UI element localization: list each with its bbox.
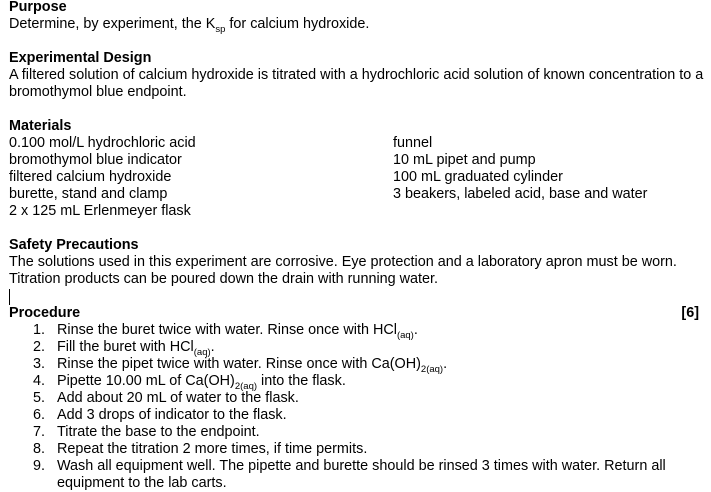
material-item: bromothymol blue indicator [9,152,182,168]
step-text: Wash all equipment well. The pipette and burette should be rinsed 3 times with water. Return all equipment to the lab carts. [57,458,666,491]
text-cursor [9,289,10,305]
material-item: filtered calcium hydroxide [9,169,172,185]
step-text [57,339,697,356]
purpose-text-before: Determine, by experiment, the K [9,16,216,32]
step-number: 1. [32,322,45,338]
step-number: 7. [32,424,45,440]
step-text-after: into the flask. [257,373,346,389]
material-item: 100 mL graduated cylinder [393,169,563,185]
document-page[interactable] [9,0,711,492]
step-text-after: . [413,322,418,338]
procedure-step [9,458,711,492]
materials-heading: Materials [9,118,72,134]
procedure-step [9,407,711,424]
procedure-step [9,322,711,339]
procedure-step [9,339,711,356]
blank-line [9,33,711,50]
design-text-line-2: bromothymol blue endpoint. [9,84,187,100]
step-text: Add about 20 mL of water to the flask. [57,390,299,406]
material-item: 3 beakers, labeled acid, base and water [393,186,648,202]
procedure-heading: Procedure [9,305,81,321]
procedure-step [9,424,711,441]
material-item: 2 x 125 mL Erlenmeyer flask [9,203,191,219]
step-number: 3. [32,356,45,372]
step-text-before: Fill the buret with HCl [57,339,194,355]
safety-text-line-2: Titration products can be poured down the drain with running water. [9,271,439,287]
step-number: 9. [32,458,45,474]
step-number: 2. [32,339,45,355]
text-cursor-line[interactable] [9,288,711,305]
materials-column-left [9,135,393,220]
blank-line [9,220,711,237]
procedure-steps [9,322,711,492]
procedure-step [9,356,711,373]
step-text-before: Rinse the pipet twice with water. Rinse once with Ca(OH) [57,356,421,372]
step-text-after: . [443,356,448,372]
step-text: Titrate the base to the endpoint. [57,424,260,440]
safety-text-line-1: The solutions used in this experiment are corrosive. Eye protection and a laboratory apron must be worn. [9,254,677,270]
step-text: Repeat the titration 2 more times, if time permits. [57,441,368,457]
step-text-before: Rinse the buret twice with water. Rinse once with HCl [57,322,397,338]
material-item: funnel [393,135,433,151]
step-text [57,373,697,390]
step-subscript: (aq) [193,347,211,358]
procedure-step [9,373,711,390]
step-subscript: 2(aq) [234,381,258,392]
step-text-after: . [210,339,215,355]
purpose-heading: Purpose [9,0,67,15]
step-text-before: Pipette 10.00 mL of Ca(OH) [57,373,235,389]
purpose-text-after: for calcium hydroxide. [225,16,370,32]
purpose-text [9,16,711,33]
procedure-marks: [6] [681,305,699,321]
design-heading: Experimental Design [9,50,152,66]
procedure-heading-row [9,305,699,322]
ksp-subscript: sp [215,24,226,35]
blank-line [9,101,711,118]
step-number: 5. [32,390,45,406]
safety-heading: Safety Precautions [9,237,139,253]
step-subscript: (aq) [396,330,414,341]
step-text [57,356,697,373]
step-number: 8. [32,441,45,457]
step-number: 6. [32,407,45,423]
step-number: 4. [32,373,45,389]
procedure-step [9,390,711,407]
materials-list [9,135,711,220]
step-text [57,322,697,339]
step-subscript: 2(aq) [420,364,444,375]
design-text-line-1: A filtered solution of calcium hydroxide is titrated with a hydrochloric acid solution of known concentration to a [9,67,704,83]
material-item: 10 mL pipet and pump [393,152,536,168]
material-item: burette, stand and clamp [9,186,168,202]
material-item: 0.100 mol/L hydrochloric acid [9,135,196,151]
materials-column-right [393,135,711,220]
step-text: Add 3 drops of indicator to the flask. [57,407,287,423]
procedure-step [9,441,711,458]
